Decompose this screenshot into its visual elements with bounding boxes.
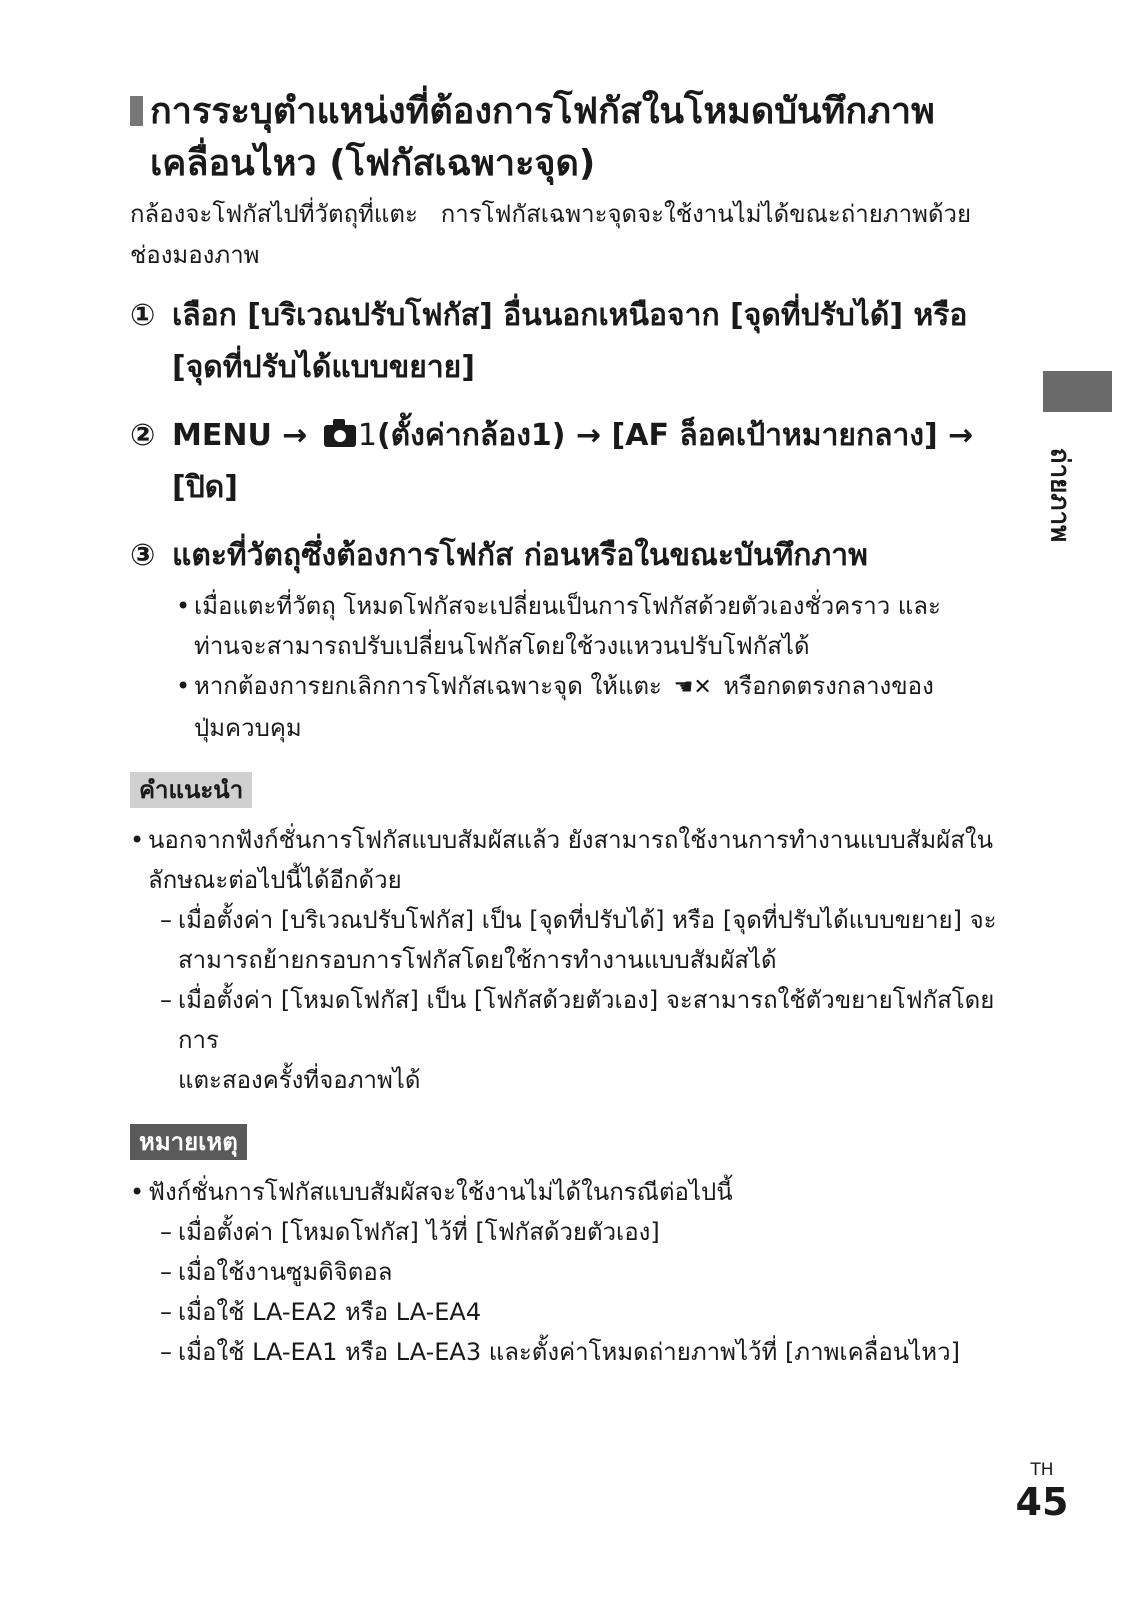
title-line-1: การระบุตำแหน่งที่ต้องการโฟกัสในโหมดบันทึกภาพ bbox=[150, 91, 935, 132]
camera-menu-number: 1 bbox=[357, 418, 377, 453]
bullet-1-line-2: ท่านจะสามารถปรับเปลี่ยนโฟกัสโดยใช้วงแหวนปรับโฟกัสได้ bbox=[194, 632, 810, 660]
section-heading bbox=[130, 86, 1030, 190]
step-3-bullets bbox=[176, 586, 1030, 748]
bullet-2-line-1: หากต้องการยกเลิกการโฟกัสเฉพาะจุด ให้แตะ bbox=[194, 672, 662, 700]
camera-icon bbox=[324, 425, 356, 447]
note-list bbox=[130, 1172, 1030, 1372]
hint-sub-1-line-1: เมื่อตั้งค่า [บริเวณปรับโฟกัส] เป็น [จุดที่ปรับได้] หรือ [จุดที่ปรับได้แบบขยาย] จะ bbox=[178, 906, 997, 934]
hint-sub-2-line-1: เมื่อตั้งค่า [โหมดโฟกัส] เป็น [โฟกัสด้วยตัวเอง] จะสามารถใช้ตัวขยายโฟกัสโดยการ bbox=[178, 986, 995, 1054]
step-1-line-1: เลือก [บริเวณปรับโฟกัส] อื่นนอกเหนือจาก [จุดที่ปรับได้] หรือ bbox=[172, 298, 968, 333]
step-2-line-2: [ปิด] bbox=[172, 470, 238, 505]
bullet-2-line-1-rest: หรือกดตรงกลางของ bbox=[723, 672, 934, 700]
touch-cancel-icon: ☚✕ bbox=[673, 675, 712, 700]
page-title bbox=[150, 86, 1030, 190]
hint-line-1: นอกจากฟังก์ชั่นการโฟกัสแบบสัมผัสแล้ว ยังสามารถใช้งานการทำงานแบบสัมผัสใน bbox=[148, 826, 993, 854]
step-text: แตะที่วัตถุซึ่งต้องการโฟกัส ก่อนหรือในขณะบันทึกภาพ bbox=[172, 538, 868, 573]
language-code: TH bbox=[1030, 1460, 1054, 1480]
list-item: – เมื่อใช้ LA-EA2 หรือ LA-EA4 bbox=[160, 1292, 1030, 1332]
hint-label: คำแนะนำ bbox=[130, 772, 252, 808]
list-item bbox=[176, 586, 1030, 666]
hint-sub-list bbox=[160, 900, 1030, 1100]
intro-paragraph bbox=[130, 194, 1030, 276]
note-sub-list bbox=[160, 1212, 1030, 1372]
intro-line-1: กล้องจะโฟกัสไปที่วัตถุที่แตะ การโฟกัสเฉพาะจุดจะใช้งานไม่ได้ขณะถ่ายภาพด้วย bbox=[130, 200, 972, 228]
step-2-menu-path-rest: (ตั้งค่ากล้อง1) → [AF ล็อคเป้าหมายกลาง] → bbox=[376, 418, 974, 453]
step-2 bbox=[130, 410, 1030, 514]
list-item: – เมื่อใช้งานซูมดิจิตอล bbox=[160, 1252, 1030, 1292]
section-side-label bbox=[1030, 430, 1090, 560]
hint-sub-1-line-2: สามารถย้ายกรอบการโฟกัสโดยใช้การทำงานแบบสัมผัสได้ bbox=[178, 946, 777, 974]
step-text bbox=[172, 290, 1030, 394]
list-item bbox=[160, 980, 1030, 1100]
bullet-2-line-2: ปุ่มควบคุม bbox=[194, 714, 302, 742]
section-side-text: ถ่ายภาพ bbox=[1044, 447, 1075, 543]
step-1 bbox=[130, 290, 1030, 394]
heading-marker bbox=[130, 96, 143, 126]
step-1-line-2: [จุดที่ปรับได้แบบขยาย] bbox=[172, 350, 475, 385]
step-number: ① bbox=[130, 298, 156, 333]
step-text bbox=[172, 410, 1030, 514]
section-tab-marker bbox=[1043, 371, 1112, 412]
step-3 bbox=[130, 530, 1030, 582]
note-label: หมายเหตุ bbox=[130, 1124, 247, 1160]
hint-sub-2-line-2: แตะสองครั้งที่จอภาพได้ bbox=[178, 1066, 421, 1094]
hint-list bbox=[130, 820, 1030, 1100]
list-item bbox=[176, 666, 1030, 748]
step-number: ② bbox=[130, 418, 156, 453]
hint-line-2: ลักษณะต่อไปนี้ได้อีกด้วย bbox=[148, 866, 402, 894]
list-item bbox=[130, 1172, 1030, 1372]
list-item bbox=[160, 900, 1030, 980]
list-item: – เมื่อใช้ LA-EA1 หรือ LA-EA3 และตั้งค่าโหมดถ่ายภาพไว้ที่ [ภาพเคลื่อนไหว] bbox=[160, 1332, 1030, 1372]
bullet-1-line-1: เมื่อแตะที่วัตถุ โหมดโฟกัสจะเปลี่ยนเป็นการโฟกัสด้วยตัวเองชั่วคราว และ bbox=[194, 592, 941, 620]
step-2-menu-path: MENU → bbox=[172, 418, 308, 453]
note-line: ฟังก์ชั่นการโฟกัสแบบสัมผัสจะใช้งานไม่ได้ในกรณีต่อไปนี้ bbox=[148, 1178, 733, 1206]
page-number: 45 bbox=[1015, 1480, 1069, 1524]
page-content bbox=[130, 86, 1030, 1372]
step-number: ③ bbox=[130, 538, 156, 573]
list-item bbox=[130, 820, 1030, 1100]
list-item: – เมื่อตั้งค่า [โหมดโฟกัส] ไว้ที่ [โฟกัสด้วยตัวเอง] bbox=[160, 1212, 1030, 1252]
title-line-2: เคลื่อนไหว (โฟกัสเฉพาะจุด) bbox=[150, 143, 596, 184]
intro-line-2: ช่องมองภาพ bbox=[130, 241, 260, 269]
